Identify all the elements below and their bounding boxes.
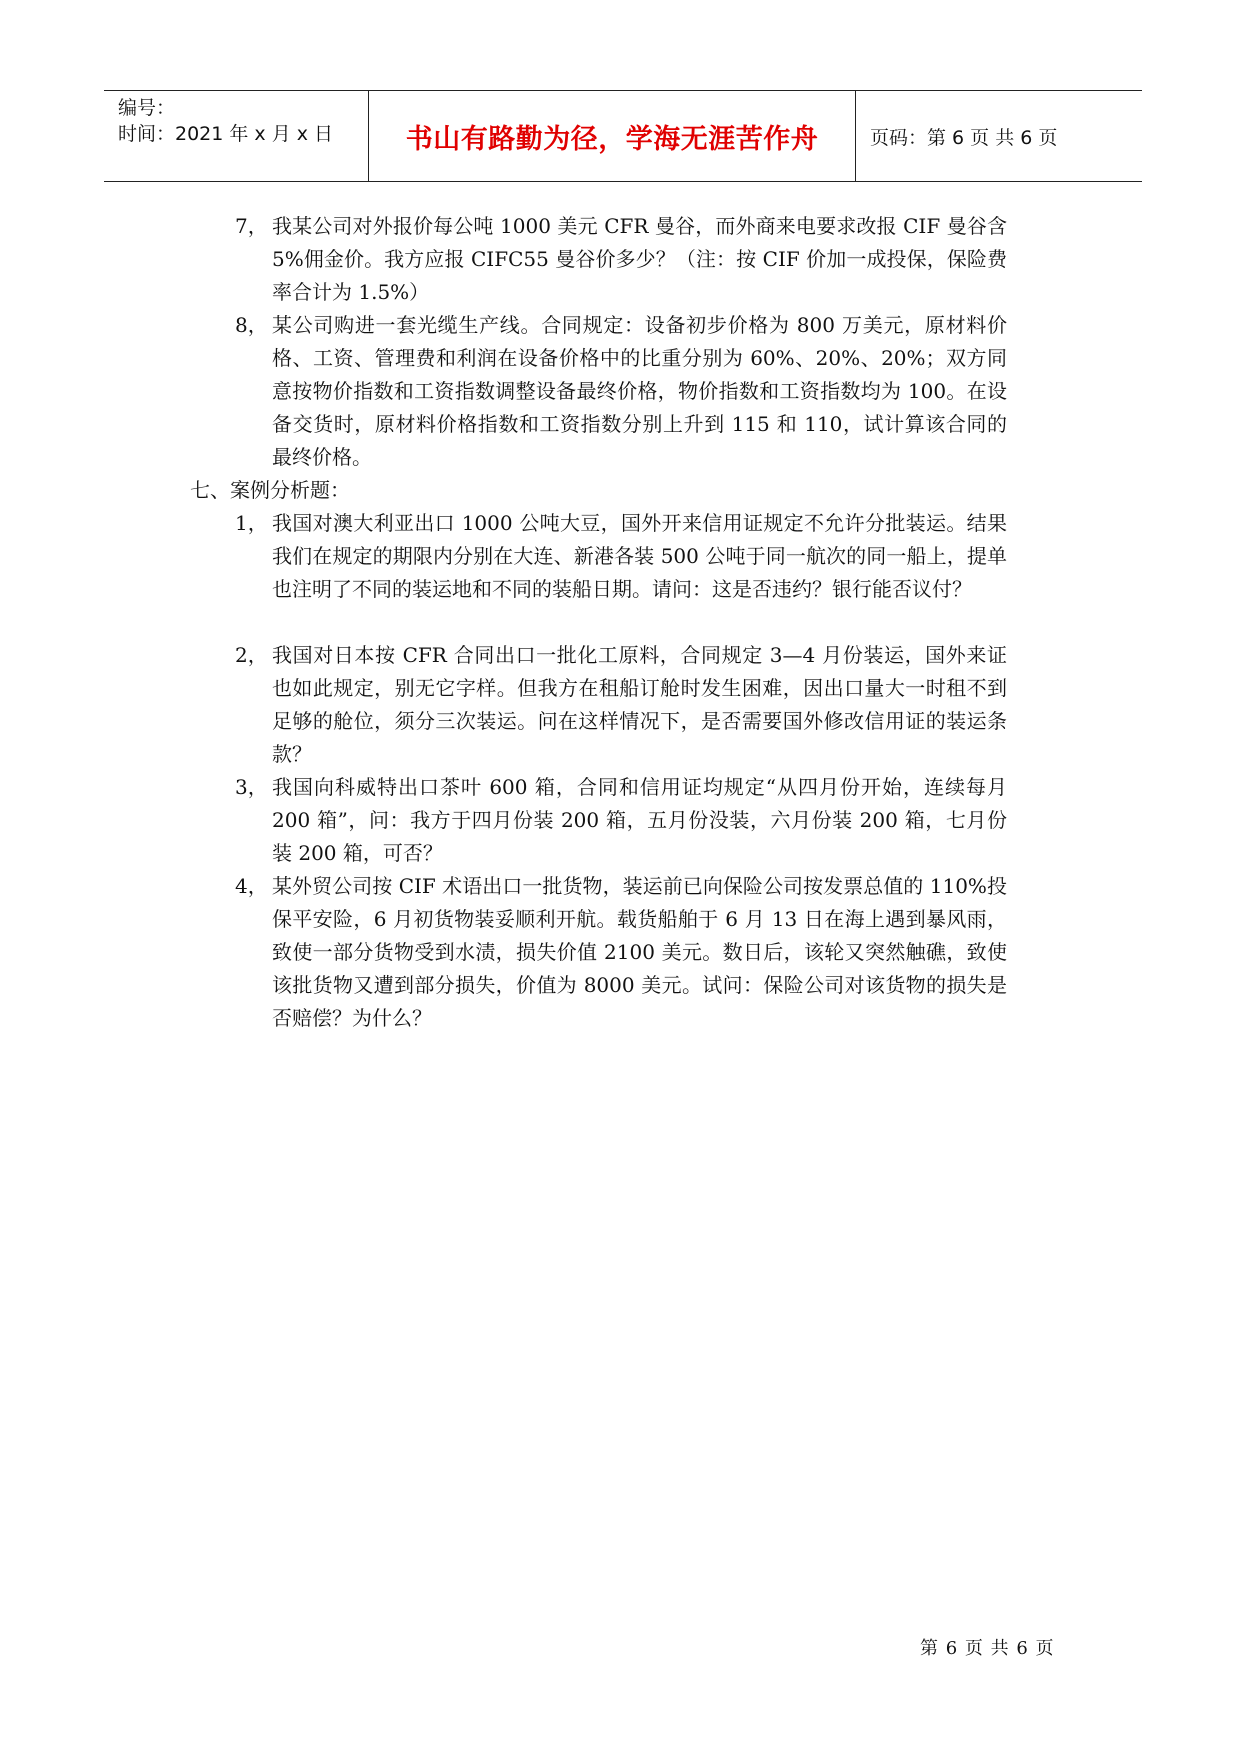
header-page-cell (856, 91, 1142, 181)
case-text: 某外贸公司按 CIF 术语出口一批货物，装运前已向保险公司按发票总值的 110%投保平安险，6 月初货物装妥顺利开航。载货船舶于 6 月 13 日在海上遇到暴风雨，致使一部分货物受到水渍，损失价值 2100 美元。数日后，该轮又突然触礁，致使该批货物又遭到部分损失，价值为 8000 美元。试问：保险公司对该货物的损失是否赔偿？为什么？ (272, 874, 1007, 1030)
header-motto-cell (369, 91, 856, 181)
question-number: 7， (235, 214, 268, 238)
case-number: 4， (235, 874, 268, 898)
page-footer: 第 6 页 共 6 页 (920, 1638, 1055, 1659)
page-code: 页码：第 6 页 共 6 页 (870, 126, 1058, 149)
question-text: 我某公司对外报价每公吨 1000 美元 CFR 曼谷，而外商来电要求改报 CIF 曼谷含 5%佣金价。我方应报 CIFC55 曼谷价多少？（注：按 CIF 价加一成投保，保险费率合计为 1.5%） (272, 214, 1007, 304)
document-time-label: 时间：2021 年 x 月 x 日 (118, 123, 334, 145)
question-text: 某公司购进一套光缆生产线。合同规定：设备初步价格为 800 万美元，原材料价格、工资、管理费和利润在设备价格中的比重分别为 60%、20%、20%；双方同意按物价指数和工资指数调整设备最终价格，物价指数和工资指数均为 100。在设备交货时，原材料价格指数和工资指数分别上升到 115 和 110，试计算该合同的最终价格。 (272, 313, 1007, 469)
case-number: 3， (235, 775, 268, 799)
header-left-cell (104, 91, 369, 181)
section-title: 七、案例分析题： (190, 478, 350, 502)
motto-text: 书山有路勤为径，学海无涯苦作舟 (405, 123, 819, 155)
header-table (104, 90, 1142, 182)
question-number: 8， (235, 313, 268, 337)
case-text: 我国对日本按 CFR 合同出口一批化工原料，合同规定 3—4 月份装运，国外来证也如此规定，别无它字样。但我方在租船订舱时发生困难，因出口量大一时租不到足够的舱位，须分三次装运。问在这样情况下，是否需要国外修改信用证的装运条款？ (272, 643, 1007, 766)
case-text: 我国对澳大利亚出口 1000 公吨大豆，国外开来信用证规定不允许分批装运。结果我们在规定的期限内分别在大连、新港各装 500 公吨于同一航次的同一船上，提单也注明了不同的装运地和不同的装船日期。请问：这是否违约？银行能否议付？ (272, 511, 1007, 601)
case-text: 我国向科威特出口茶叶 600 箱，合同和信用证均规定“从四月份开始，连续每月 200 箱”，问：我方于四月份装 200 箱，五月份没装，六月份装 200 箱，七月份装 200 箱，可否？ (272, 775, 1007, 865)
case-number: 1， (235, 511, 268, 535)
document-number-label: 编号： (118, 97, 176, 119)
case-number: 2， (235, 643, 268, 667)
